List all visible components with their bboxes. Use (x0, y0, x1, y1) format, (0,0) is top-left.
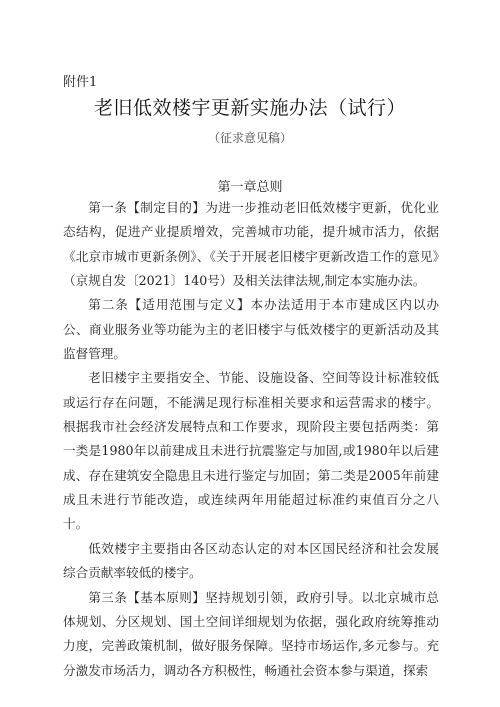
article-2 (63, 293, 439, 366)
article-text: 坚持规划引领，政府引导。以北京城市总体规划、分区规划、国土空间详细规划为依据，强化政府统筹推动力度，完善政策机制，做好服务保障。坚持市场运作,多元参与。充分激发市场活力，调动各方积极性，畅通社会资本参与渠道，探索 (63, 589, 440, 678)
article-term: 【适用范围与定义】 (128, 297, 251, 313)
article-term: 【制定目的】 (127, 200, 206, 215)
chapter-heading: 第一章总则 (217, 180, 283, 195)
paragraph-low-efficiency (63, 537, 439, 586)
document-body (63, 196, 439, 683)
attachment-label: 附件1 (63, 75, 98, 90)
article-number: 第二条 (88, 297, 129, 313)
article-1 (63, 196, 439, 293)
article-number: 第一条 (88, 200, 128, 215)
document-subtitle: （征求意见稿） (207, 131, 292, 145)
article-text: 为进一步推动老旧低效楼宇更新，优化业态结构，促进产业提质增效，完善城市功能，提升城市活力，依据《北京市城市更新条例》、《关于开展老旧楼宇更新改造工作的意见》（京规自发〔2021〕140号）及相关法律法规,制定本实施办法。 (63, 200, 440, 289)
document-title: 老旧低效楼宇更新实施办法（试行） (93, 97, 406, 119)
article-term: 【基本原则】 (127, 589, 206, 605)
paragraph-text: 低效楼宇主要指由各区动态认定的对本区国民经济和社会发展综合贡献率较低的楼宇。 (63, 540, 439, 581)
paragraph-old-buildings (63, 366, 439, 536)
article-number: 第三条 (88, 589, 128, 605)
article-text: 本办法适用于本市建成区内以办公、商业服务业等功能为主的老旧楼宇与低效楼宇的更新活动及其监督管理。 (63, 297, 440, 362)
paragraph-text: 老旧楼宇主要指安全、节能、设施设备、空间等设计标准较低或运行存在问题，不能满足现行标准相关要求和运营需求的楼宇。根据我市社会经济发展特点和工作要求，现阶段主要包括两类：第一类是1980年以前建成且未进行抗震鉴定与加固,或1980年以后建成、存在建筑安全隐患且未进行鉴定与加固；第二类是2005年前建成且未进行节能改造，或连续两年用能超过标准约束值百分之八十。 (63, 370, 439, 532)
article-3 (63, 586, 439, 683)
